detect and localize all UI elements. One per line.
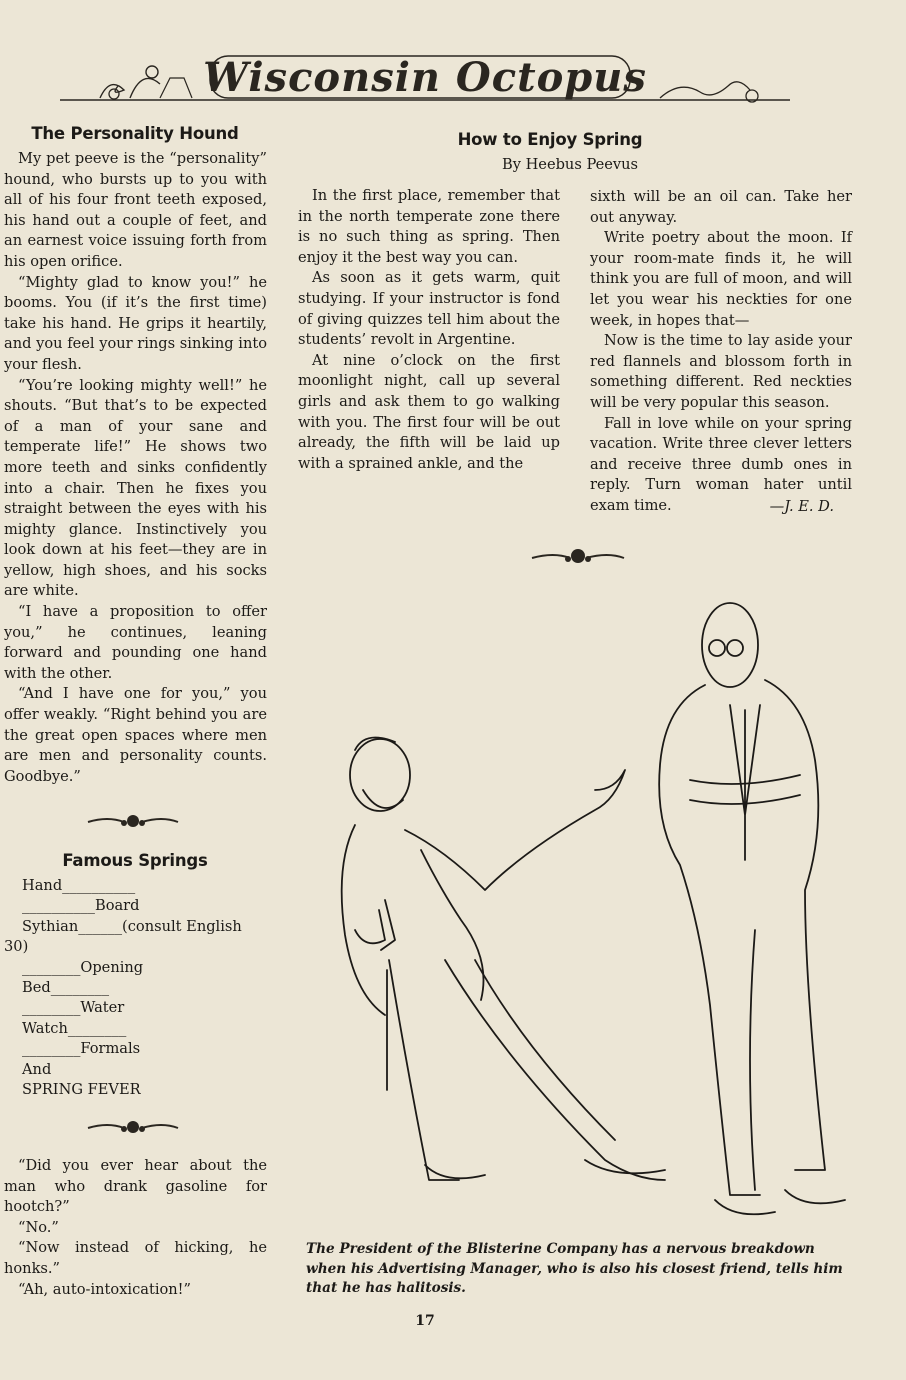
list-item: Sythian______(consult English bbox=[22, 917, 242, 935]
cartoon-illustration bbox=[325, 600, 865, 1235]
list-item: Hand__________ bbox=[22, 877, 136, 894]
paragraph: Now is the time to lay aside your red flannels and blossom forth in something different. Red neckties will be very popular this season. bbox=[590, 332, 852, 411]
paragraph: “Mighty glad to know you!” he booms. You (if it’s the first time) take his hand. He grips it heartily, and you feel your rings sinking into your flesh. bbox=[4, 273, 267, 373]
personality-hound-title: The Personality Hound bbox=[31, 124, 239, 143]
paragraph: “You’re looking mighty well!” he shouts. “But that’s to be expected of a man of your sane and temperate life!” He shows two more teeth and sinks confidently into a chair. Then he fixes you straight between the eyes with his mighty glance. Instinctively you look down at his feet—they are in yellow, high shoes, and his socks are white. bbox=[4, 376, 267, 600]
famous-springs-title: Famous Springs bbox=[62, 851, 208, 870]
paragraph: In the first place, remember that in the north temperate zone there is no such thing as spring. Then enjoy it the best way you can. bbox=[298, 187, 560, 266]
cartoon-caption: The President of the Blisterine Company has a nervous breakdown when his Advertising Manager, who is also his closest friend, tells him that he has halitosis. bbox=[306, 1241, 843, 1296]
paragraph: As soon as it gets warm, quit studying. If your instructor is fond of giving quizzes tell him about the students’ revolt in Argentine. bbox=[298, 269, 560, 349]
paragraph: sixth will be an oil can. Take her out anyway. bbox=[590, 188, 852, 226]
spring-article-column-2 bbox=[590, 187, 852, 517]
spring-article-byline: By Heebus Peevus bbox=[501, 156, 639, 173]
page-number: 17 bbox=[415, 1313, 435, 1329]
list-item: Bed________ bbox=[22, 979, 110, 997]
list-item: 30) bbox=[4, 938, 29, 956]
list-item: ________Opening bbox=[22, 958, 144, 976]
paragraph: Fall in love while on your spring vacation. Write three clever letters and receive three dumb ones in reply. Turn woman hater until exam time. bbox=[590, 414, 852, 514]
masthead-title: Wisconsin Octopus bbox=[203, 54, 647, 101]
list-item: __________Board bbox=[22, 897, 140, 915]
paragraph: “Did you ever hear about the man who drank gasoline for hootch?” bbox=[4, 1157, 267, 1216]
list-item: ________Formals bbox=[22, 1040, 141, 1058]
paragraph: “Now instead of hicking, he honks.” bbox=[4, 1239, 267, 1277]
paragraph: “Ah, auto-intoxication!” bbox=[18, 1280, 192, 1298]
spring-article-column-1 bbox=[298, 186, 560, 474]
paragraph: My pet peeve is the “personality” hound, who bursts up to you with all of his four front teeth exposed, his hand out a couple of feet, and an earnest voice issuing forth from his open orifice. bbox=[4, 150, 267, 270]
left-man-head bbox=[350, 739, 410, 811]
list-item: ________Water bbox=[22, 999, 125, 1017]
divider-ornament bbox=[530, 546, 626, 566]
gasoline-joke bbox=[4, 1156, 267, 1300]
list-item: Watch________ bbox=[22, 1019, 127, 1037]
paragraph: Write poetry about the moon. If your room-mate finds it, he will think you are full of moon, and will let you wear his neckties for one week, in hopes that— bbox=[590, 229, 852, 329]
paragraph: “And I have one for you,” you offer weakly. “Right behind you are the great open spaces where men are men and personality counts. Goodbye.” bbox=[4, 685, 267, 785]
list-item: And bbox=[22, 1060, 52, 1078]
paragraph: “I have a proposition to offer you,” he continues, leaning forward and pounding one hand with the other. bbox=[4, 603, 267, 682]
paragraph: At nine o’clock on the first moonlight night, call up several girls and ask them to go walking with you. The first four will be out already, the fifth will be laid up with a sprained ankle, and the bbox=[298, 351, 560, 472]
spring-article-title: How to Enjoy Spring bbox=[457, 130, 643, 149]
famous-springs-list bbox=[4, 876, 272, 1100]
masthead bbox=[60, 48, 790, 112]
personality-hound-body bbox=[4, 149, 267, 787]
list-item: SPRING FEVER bbox=[22, 1081, 141, 1099]
paragraph: “No.” bbox=[18, 1218, 59, 1236]
signature: —J. E. D. bbox=[769, 497, 834, 515]
divider-ornament bbox=[86, 1118, 180, 1136]
divider-ornament bbox=[86, 812, 180, 830]
